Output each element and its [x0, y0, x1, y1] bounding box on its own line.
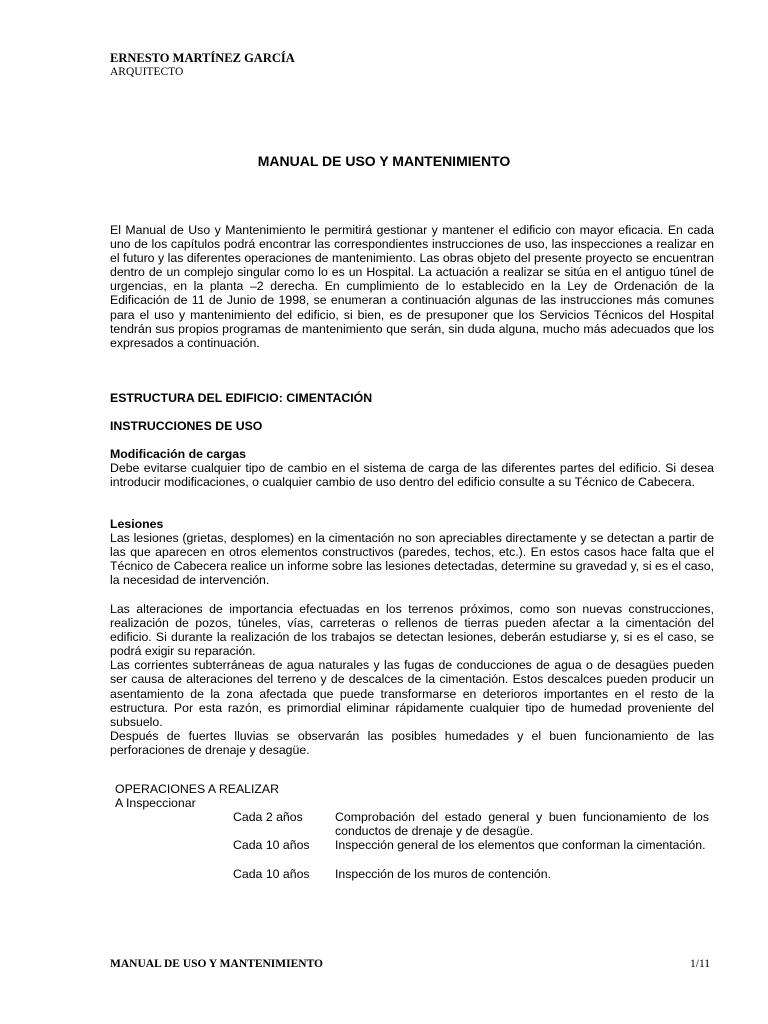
operation-description: Comprobación del estado general y buen funcionamiento de los conductos de drenaje y de desagüe. — [335, 810, 709, 839]
page-number: 1/11 — [690, 958, 711, 970]
operaciones-section — [115, 782, 715, 881]
operation-frequency: Cada 10 años — [233, 838, 310, 853]
lesiones-more — [110, 602, 714, 757]
author-name: ERNESTO MARTÍNEZ GARCÍA — [110, 51, 295, 65]
author-role: ARQUITECTO — [110, 66, 184, 78]
subsection-heading: INSTRUCCIONES DE USO — [110, 419, 263, 433]
section-heading: ESTRUCTURA DEL EDIFICIO: CIMENTACIÓN — [110, 391, 373, 405]
lesiones-text-1: Las lesiones (grietas, desplomes) en la cimentación no son apreciables directamente y se detectan a partir de las que aparecen en otros elementos constructivos (paredes, techos, etc.). En estos casos hace falta que el Técnico de Cabecera realice un informe sobre las lesiones detectadas, determine su gravedad y, si es el caso, la necesidad de intervención. — [110, 531, 714, 588]
operaciones-heading: OPERACIONES A REALIZAR — [115, 782, 280, 796]
operation-frequency: Cada 2 años — [233, 810, 303, 825]
operation-row — [115, 838, 715, 866]
document-title: MANUAL DE USO Y MANTENIMIENTO — [257, 153, 511, 169]
intro-paragraph: El Manual de Uso y Mantenimiento le permitirá gestionar y mantener el edificio con mayor eficacia. En cada uno de los capítulos podrá encontrar las correspondientes instrucciones de uso, las inspecciones a realizar en el futuro y las diferentes operaciones de mantenimiento. Las obras objeto del presente proyecto se encuentran dentro de un complejo singular como lo es un Hospital. La actuación a realizar se sitúa en el antiguo túnel de urgencias, en la planta –2 derecha. En cumplimiento de lo establecido en la Ley de Ordenación de la Edificación de 11 de Junio de 1998, se enumeran a continuación algunas de las instrucciones más comunes para el uso y mantenimiento del edificio, si bien, es de presuponer que los Servicios Técnicos del Hospital tendrán sus propios programas de mantenimiento que serán, sin duda alguna, mucho más adecuados que los expresados a continuación. — [110, 223, 714, 350]
operation-row — [115, 867, 715, 881]
modificacion-text: Debe evitarse cualquier tipo de cambio en el sistema de carga de las diferentes partes del edificio. Si desea introducir modificaciones, o cualquier cambio de uso dentro del edificio consulte a su Técnico de Cabecera. — [110, 461, 714, 490]
lesiones-text-4: Después de fuertes lluvias se observarán las posibles humedades y el buen funcionamiento de las perforaciones de drenaje y desagüe. — [110, 728, 714, 757]
lesiones-section — [110, 517, 714, 587]
operation-frequency: Cada 10 años — [233, 866, 310, 881]
modificacion-section — [110, 447, 714, 489]
lesiones-heading: Lesiones — [110, 517, 164, 531]
operation-description: Inspección de los muros de contención. — [335, 866, 552, 881]
modificacion-heading: Modificación de cargas — [110, 447, 246, 461]
operation-description: Inspección general de los elementos que conforman la cimentación. — [335, 838, 706, 853]
lesiones-text-3: Las corrientes subterráneas de agua naturales y las fugas de conducciones de agua o de desagües pueden ser causa de alteraciones del terreno y de descalces de la cimentación. Estos descalces pueden producir un asentamiento de la zona afectada que puede transformarse en deterioros importantes en el resto de la estructura. Por esta razón, es primordial eliminar rápidamente cualquier tipo de humedad proveniente del subsuelo. — [110, 658, 714, 729]
operation-row — [115, 810, 715, 838]
lesiones-text-2: Las alteraciones de importancia efectuadas en los terrenos próximos, como son nuevas construcciones, realización de pozos, túneles, vías, carreteras o rellenos de tierras pueden afectar a la cimentación del edificio. Si durante la realización de los trabajos se detectan lesiones, deberán estudiarse y, si es el caso, se podrá exigir su reparación. — [110, 602, 714, 659]
footer-title: MANUAL DE USO Y MANTENIMIENTO — [110, 958, 323, 970]
operaciones-subheading: A Inspeccionar — [115, 796, 196, 811]
